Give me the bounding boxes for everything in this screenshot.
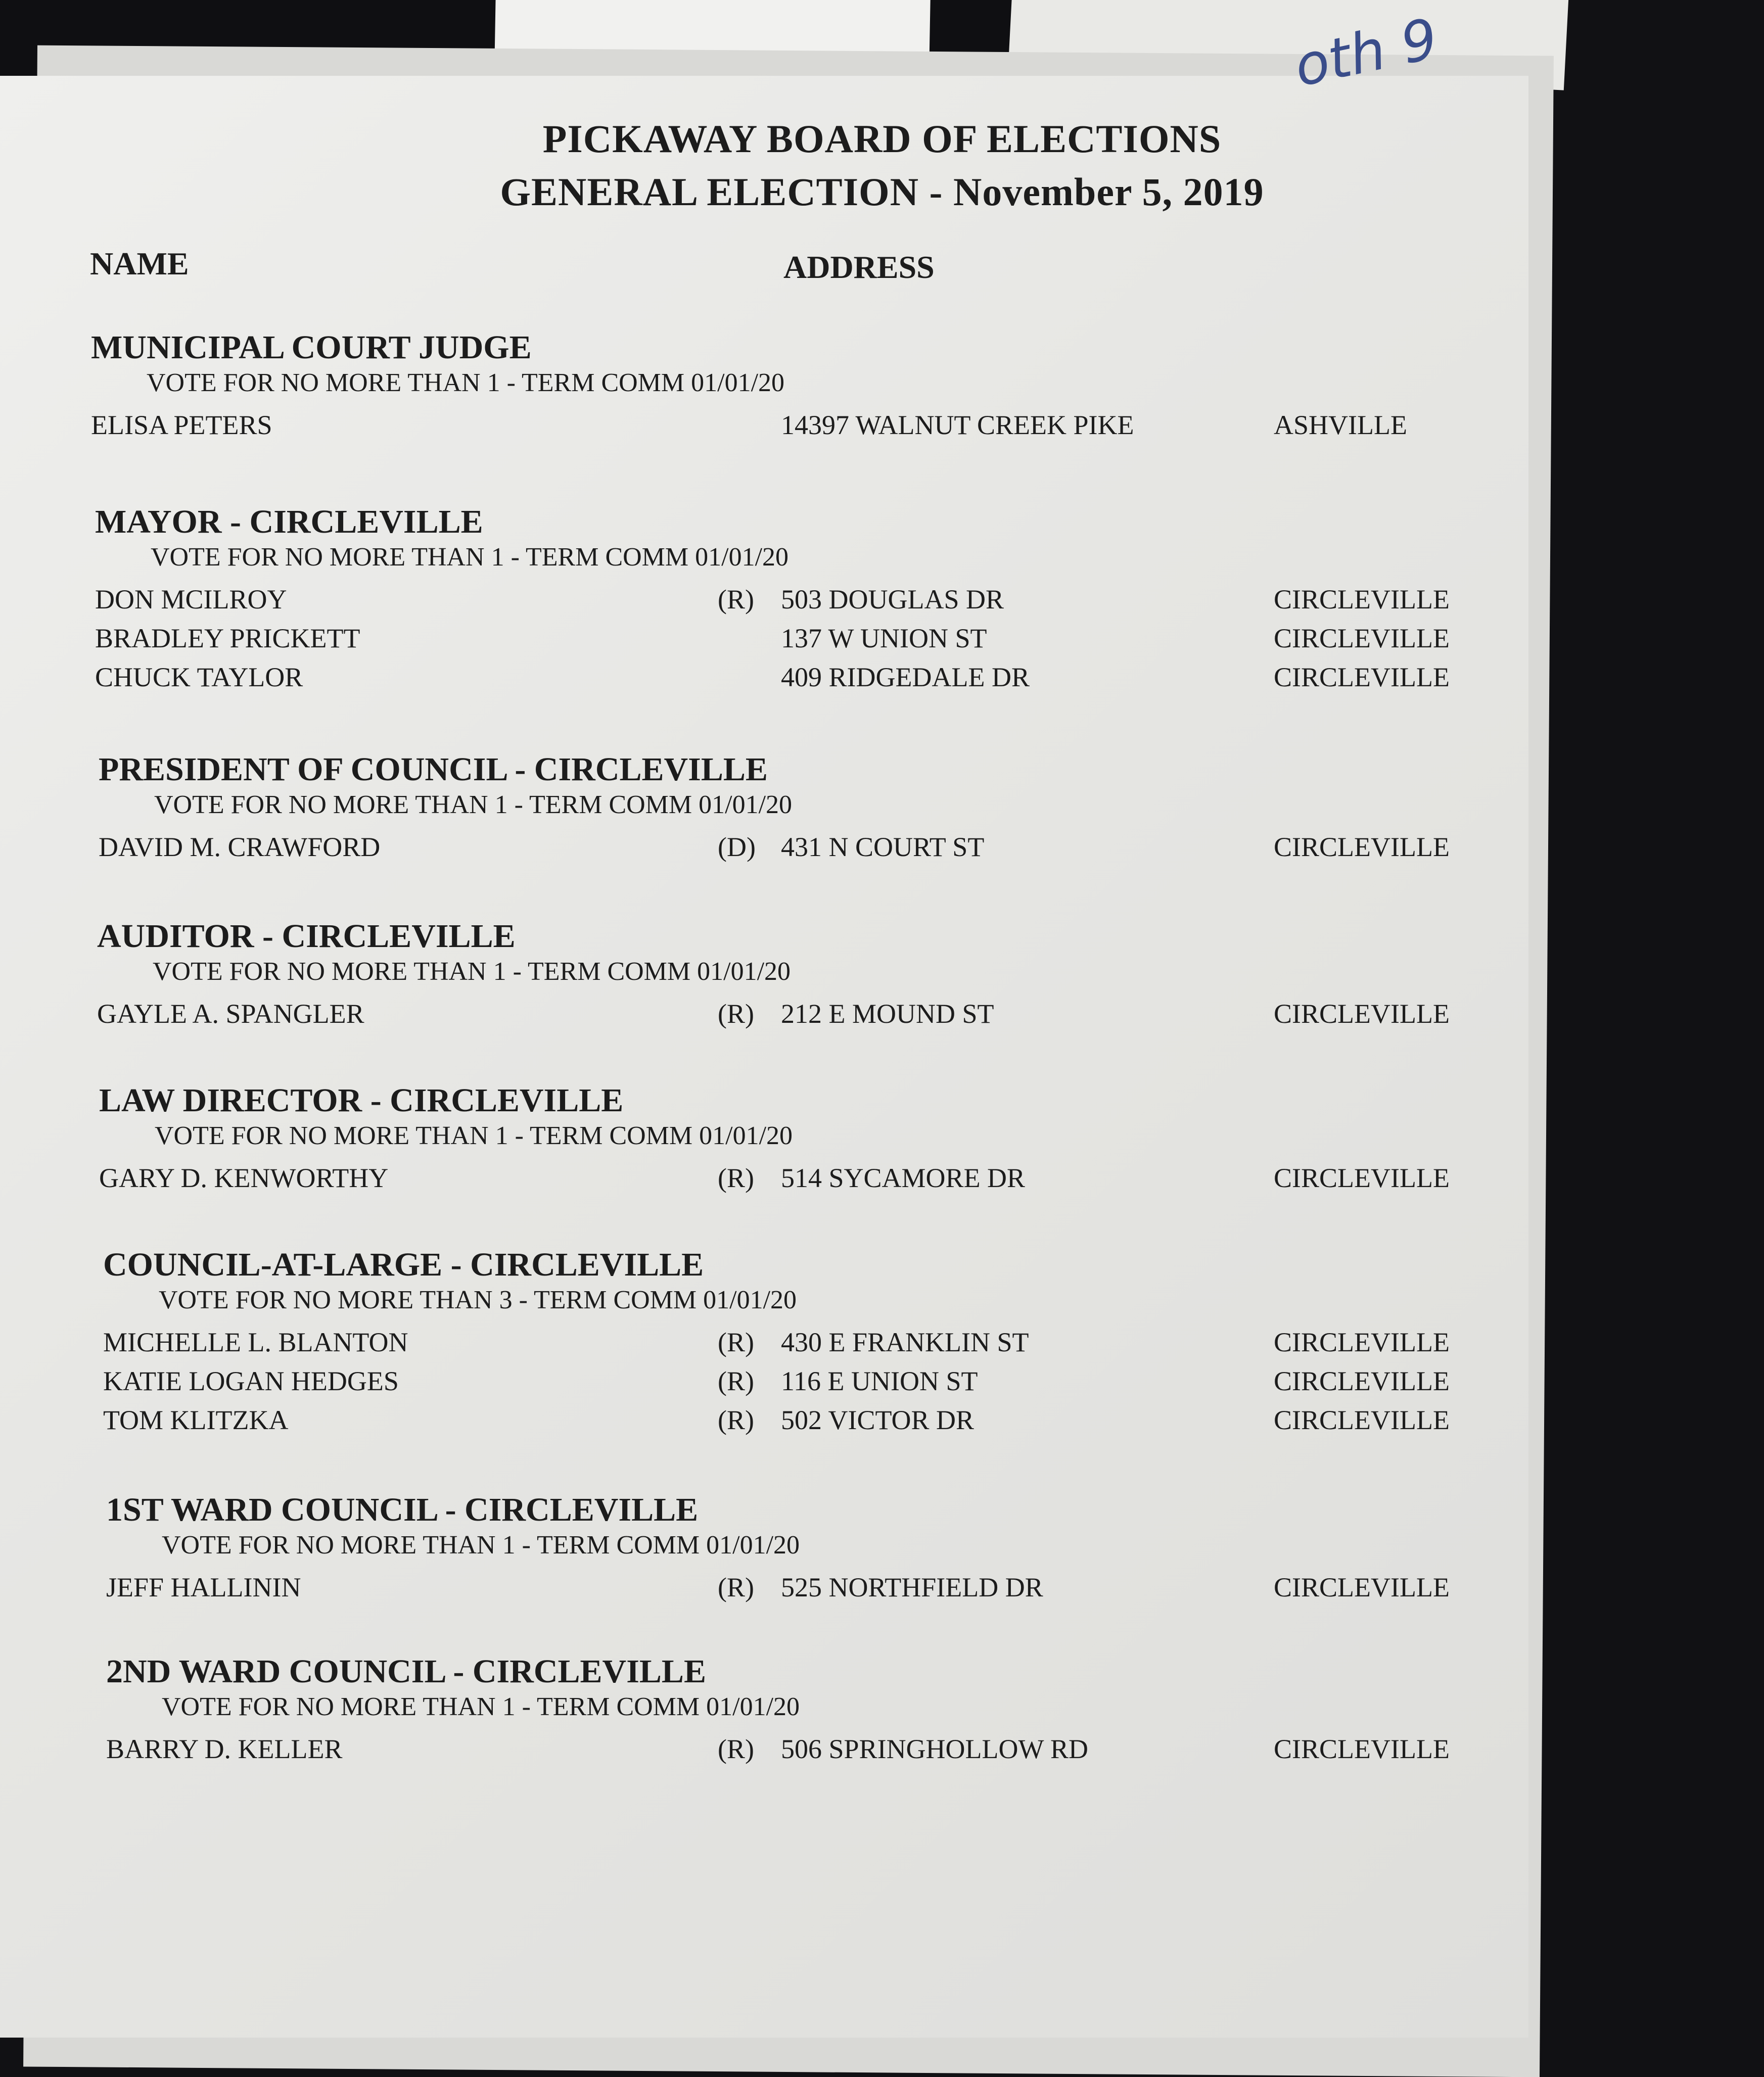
vote-instruction: VOTE FOR NO MORE THAN 1 - TERM COMM 01/01/20 (153, 957, 791, 986)
candidate-row (0, 1404, 1528, 1440)
candidate-row (0, 584, 1528, 619)
candidate-name: DON MCILROY (95, 584, 287, 615)
candidate-address: 506 SPRINGHOLLOW RD (781, 1734, 1089, 1764)
candidate-name: MICHELLE L. BLANTON (103, 1327, 408, 1357)
candidate-city: CIRCLEVILLE (1274, 1734, 1450, 1764)
candidate-address: 502 VICTOR DR (781, 1405, 974, 1435)
candidate-address: 430 E FRANKLIN ST (781, 1327, 1029, 1357)
candidate-name: CHUCK TAYLOR (95, 662, 303, 692)
candidate-name: GARY D. KENWORTHY (99, 1163, 389, 1193)
vote-instruction: VOTE FOR NO MORE THAN 1 - TERM COMM 01/01/20 (151, 543, 789, 572)
candidate-row (0, 831, 1528, 867)
vote-instruction: VOTE FOR NO MORE THAN 1 - TERM COMM 01/01/20 (162, 1692, 800, 1721)
candidate-row (0, 1365, 1528, 1401)
candidate-address: 409 RIDGEDALE DR (781, 662, 1030, 692)
candidate-party: (R) (718, 1405, 754, 1435)
candidate-row (0, 1162, 1528, 1198)
page-subtitle: GENERAL ELECTION - November 5, 2019 (500, 170, 1264, 214)
candidate-row (0, 1572, 1528, 1607)
office-title: 1ST WARD COUNCIL - CIRCLEVILLE (106, 1491, 699, 1528)
vote-instruction: VOTE FOR NO MORE THAN 3 - TERM COMM 01/01/20 (159, 1286, 797, 1314)
office-title: AUDITOR - CIRCLEVILLE (97, 918, 516, 955)
candidate-name: TOM KLITZKA (103, 1405, 289, 1435)
candidate-name: ELISA PETERS (91, 410, 272, 440)
candidate-city: CIRCLEVILLE (1274, 999, 1450, 1029)
candidate-city: CIRCLEVILLE (1274, 1366, 1450, 1396)
candidate-party: (R) (718, 1163, 754, 1193)
candidate-row (0, 409, 1528, 445)
candidate-party: (R) (718, 1734, 754, 1764)
handwritten-note: oth 9 (1288, 6, 1444, 100)
vote-instruction: VOTE FOR NO MORE THAN 1 - TERM COMM 01/01/20 (154, 790, 793, 819)
candidate-name: BRADLEY PRICKETT (95, 623, 360, 653)
office-title: LAW DIRECTOR - CIRCLEVILLE (99, 1082, 624, 1119)
candidate-address: 116 E UNION ST (781, 1366, 978, 1396)
column-header-name: NAME (90, 246, 189, 281)
candidate-address: 14397 WALNUT CREEK PIKE (781, 410, 1134, 440)
candidate-name: DAVID M. CRAWFORD (99, 832, 381, 862)
candidate-name: KATIE LOGAN HEDGES (103, 1366, 399, 1396)
candidate-city: CIRCLEVILLE (1274, 1572, 1450, 1602)
candidate-city: CIRCLEVILLE (1274, 584, 1450, 615)
candidate-name: GAYLE A. SPANGLER (97, 999, 364, 1029)
candidate-row (0, 623, 1528, 658)
candidate-party: (R) (718, 1366, 754, 1396)
candidate-party: (D) (718, 832, 756, 862)
candidate-city: CIRCLEVILLE (1274, 1327, 1450, 1357)
office-title: 2ND WARD COUNCIL - CIRCLEVILLE (106, 1653, 706, 1690)
vote-instruction: VOTE FOR NO MORE THAN 1 - TERM COMM 01/01/20 (147, 368, 785, 397)
vote-instruction: VOTE FOR NO MORE THAN 1 - TERM COMM 01/01/20 (155, 1121, 793, 1150)
office-title: PRESIDENT OF COUNCIL - CIRCLEVILLE (99, 751, 768, 788)
candidate-address: 212 E MOUND ST (781, 999, 994, 1029)
candidate-city: CIRCLEVILLE (1274, 832, 1450, 862)
candidate-city: ASHVILLE (1274, 410, 1407, 440)
candidate-name: JEFF HALLININ (106, 1572, 301, 1602)
election-candidate-list-page (0, 6, 1528, 2038)
candidate-city: CIRCLEVILLE (1274, 623, 1450, 653)
candidate-row (0, 662, 1528, 697)
candidate-city: CIRCLEVILLE (1274, 662, 1450, 692)
column-header-address: ADDRESS (783, 249, 935, 285)
candidate-address: 137 W UNION ST (781, 623, 987, 653)
candidate-address: 503 DOUGLAS DR (781, 584, 1004, 615)
candidate-city: CIRCLEVILLE (1274, 1163, 1450, 1193)
page-title: PICKAWAY BOARD OF ELECTIONS (542, 117, 1222, 161)
candidate-row (0, 1327, 1528, 1362)
office-title: MAYOR - CIRCLEVILLE (95, 503, 483, 540)
candidate-party: (R) (718, 584, 754, 615)
candidate-address: 525 NORTHFIELD DR (781, 1572, 1043, 1602)
candidate-party: (R) (718, 999, 754, 1029)
candidate-name: BARRY D. KELLER (106, 1734, 343, 1764)
candidate-row (0, 1733, 1528, 1769)
candidate-party: (R) (718, 1327, 754, 1357)
office-title: COUNCIL-AT-LARGE - CIRCLEVILLE (103, 1246, 704, 1283)
candidate-address: 431 N COURT ST (781, 832, 985, 862)
candidate-party: (R) (718, 1572, 754, 1602)
candidate-address: 514 SYCAMORE DR (781, 1163, 1026, 1193)
candidate-city: CIRCLEVILLE (1274, 1405, 1450, 1435)
candidate-row (0, 998, 1528, 1033)
office-title: MUNICIPAL COURT JUDGE (91, 329, 532, 366)
vote-instruction: VOTE FOR NO MORE THAN 1 - TERM COMM 01/01/20 (162, 1531, 800, 1560)
